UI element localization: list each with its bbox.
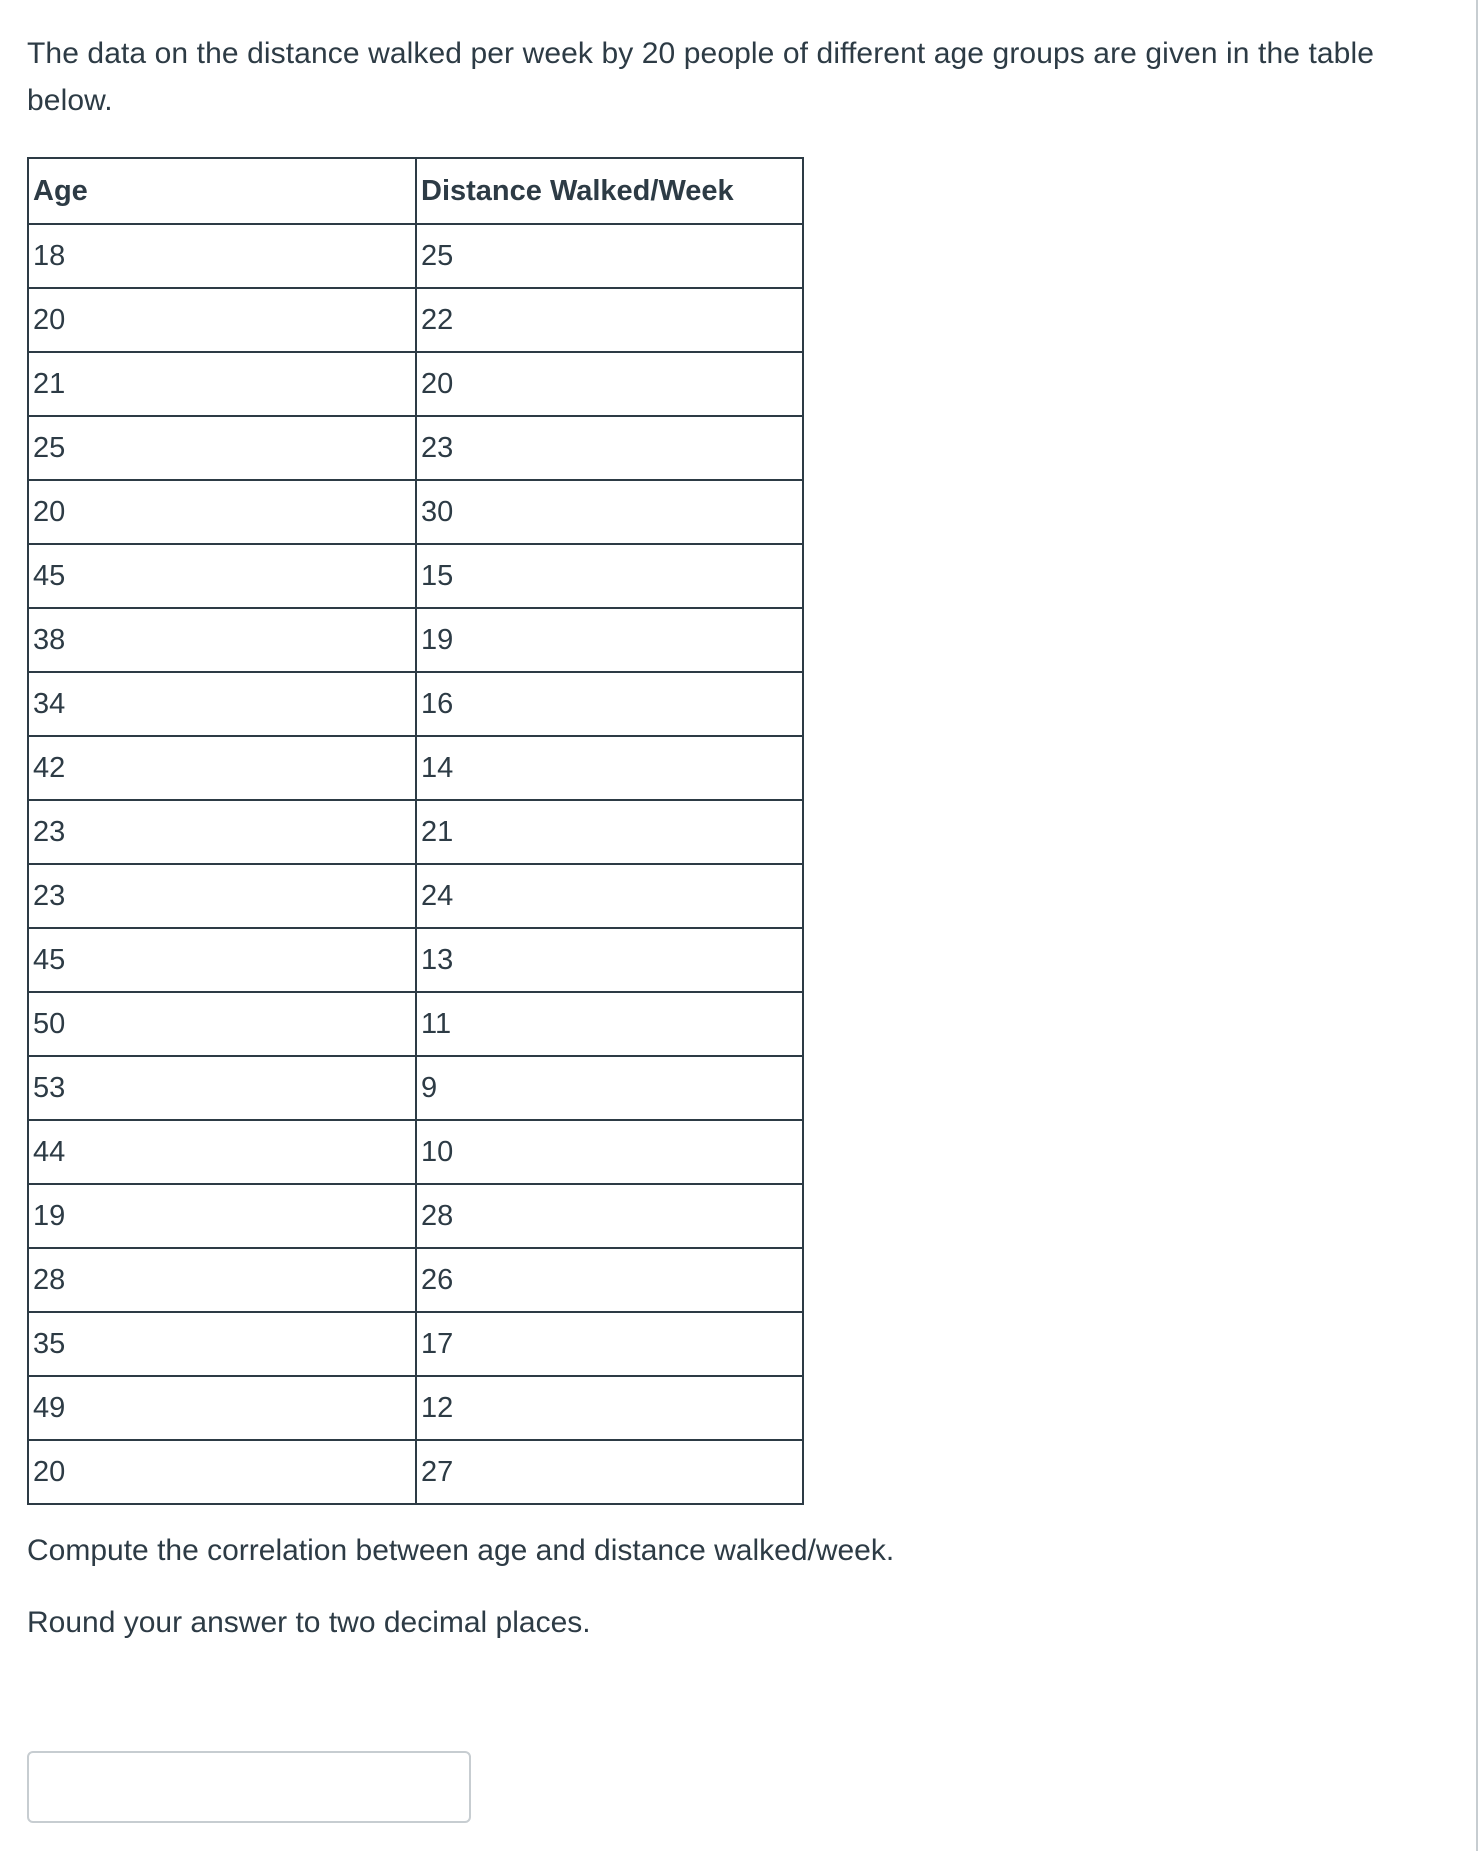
cell-age: 18 [28,224,416,288]
cell-distance: 12 [416,1376,803,1440]
table-row [28,1120,803,1184]
cell-age: 49 [28,1376,416,1440]
cell-distance: 19 [416,608,803,672]
cell-age: 21 [28,352,416,416]
cell-age: 38 [28,608,416,672]
table-row [28,736,803,800]
table-row [28,800,803,864]
table-row [28,608,803,672]
table-row [28,1376,803,1440]
cell-age: 20 [28,480,416,544]
cell-distance: 21 [416,800,803,864]
table-header-row [28,158,803,224]
cell-distance: 22 [416,288,803,352]
table-row [28,864,803,928]
cell-age: 35 [28,1312,416,1376]
data-table [27,157,804,1505]
cell-age: 20 [28,288,416,352]
cell-distance: 15 [416,544,803,608]
table-row [28,1248,803,1312]
table-row [28,1056,803,1120]
cell-age: 20 [28,1440,416,1504]
cell-distance: 14 [416,736,803,800]
cell-age: 53 [28,1056,416,1120]
cell-age: 23 [28,800,416,864]
cell-distance: 23 [416,416,803,480]
table-row [28,480,803,544]
table-row [28,224,803,288]
question-intro: The data on the distance walked per week by 20 people of different age groups are given in the table below. [27,37,1375,117]
cell-age: 50 [28,992,416,1056]
cell-distance: 17 [416,1312,803,1376]
table-row [28,1184,803,1248]
table-row [28,352,803,416]
table-row [28,1440,803,1504]
question-prompt: Compute the correlation between age and distance walked/week. [27,1534,895,1567]
cell-distance: 13 [416,928,803,992]
cell-distance: 20 [416,352,803,416]
table-row [28,992,803,1056]
table-row [28,672,803,736]
cell-age: 45 [28,544,416,608]
cell-distance: 27 [416,1440,803,1504]
table-row [28,1312,803,1376]
cell-age: 42 [28,736,416,800]
table-row [28,288,803,352]
cell-distance: 26 [416,1248,803,1312]
cell-age: 34 [28,672,416,736]
table-row [28,928,803,992]
cell-distance: 10 [416,1120,803,1184]
answer-input[interactable] [27,1751,471,1823]
cell-distance: 24 [416,864,803,928]
header-distance: Distance Walked/Week [416,158,803,224]
cell-distance: 28 [416,1184,803,1248]
table-row [28,416,803,480]
cell-age: 23 [28,864,416,928]
question-content [27,30,1447,1643]
table-body [28,224,803,1504]
cell-distance: 11 [416,992,803,1056]
header-age: Age [28,158,416,224]
cell-distance: 25 [416,224,803,288]
rounding-instruction: Round your answer to two decimal places. [27,1606,591,1639]
cell-age: 44 [28,1120,416,1184]
cell-distance: 16 [416,672,803,736]
cell-distance: 30 [416,480,803,544]
cell-age: 45 [28,928,416,992]
cell-age: 25 [28,416,416,480]
cell-age: 28 [28,1248,416,1312]
table-row [28,544,803,608]
cell-distance: 9 [416,1056,803,1120]
cell-age: 19 [28,1184,416,1248]
